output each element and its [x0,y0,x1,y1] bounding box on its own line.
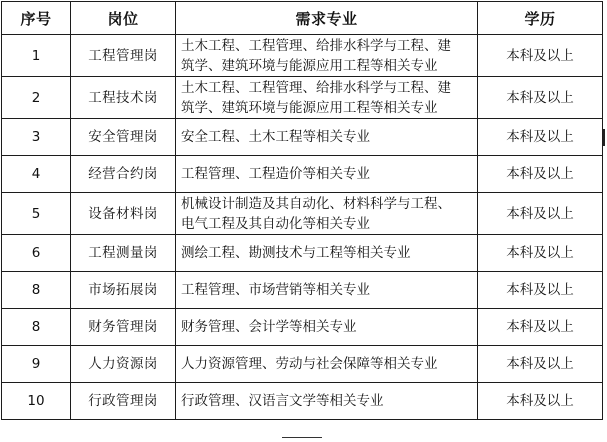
cell-major [176,346,478,383]
table-row [2,156,603,193]
major-text: 安全工程、土木工程等相关专业 [181,129,370,145]
cell-education: 本科及以上 [478,35,603,77]
cell-major [176,383,478,420]
cell-major [176,235,478,272]
cell-major [176,272,478,309]
table-row [2,383,603,420]
cell-position: 市场拓展岗 [71,272,176,309]
table-row [2,35,603,77]
cell-no: 1 [2,35,71,77]
cell-position: 工程测量岗 [71,235,176,272]
major-text: 工程管理、市场营销等相关专业 [181,282,370,298]
cell-education: 本科及以上 [478,235,603,272]
cell-no: 6 [2,235,71,272]
cell-major [176,309,478,346]
cell-education: 本科及以上 [478,119,603,156]
table-row [2,346,603,383]
cell-no: 9 [2,346,71,383]
cell-no: 10 [2,383,71,420]
cell-major [176,156,478,193]
major-text: 测绘工程、勘测技术与工程等相关专业 [181,245,411,261]
table-row [2,309,603,346]
cell-major [176,119,478,156]
cell-no: 5 [2,193,71,235]
cell-major [176,193,478,235]
cell-position: 行政管理岗 [71,383,176,420]
job-requirements-table [1,1,603,420]
cell-no: 2 [2,77,71,119]
cell-position: 工程技术岗 [71,77,176,119]
header-major: 需求专业 [176,2,478,35]
major-text: 人力资源管理、劳动与社会保障等相关专业 [181,356,438,372]
header-position: 岗位 [71,2,176,35]
major-text: 筑学、建筑环境与能源应用工程等相关专业 [181,57,438,74]
cell-education: 本科及以上 [478,272,603,309]
table-row [2,193,603,235]
cell-position: 安全管理岗 [71,119,176,156]
header-education: 学历 [478,2,603,35]
cell-education: 本科及以上 [478,77,603,119]
cell-no: 4 [2,156,71,193]
page-edge-mark [603,129,605,146]
cell-no: 8 [2,309,71,346]
table-row [2,119,603,156]
table-row [2,272,603,309]
cell-education: 本科及以上 [478,156,603,193]
cell-major [176,77,478,119]
cell-position: 经营合约岗 [71,156,176,193]
cell-position: 工程管理岗 [71,35,176,77]
cell-no: 8 [2,272,71,309]
table-row [2,235,603,272]
major-text: 筑学、建筑环境与能源应用工程等相关专业 [181,99,438,116]
major-text: 机械设计制造及其自动化、材料科学与工程、 [181,195,451,212]
cell-education: 本科及以上 [478,193,603,235]
cell-education: 本科及以上 [478,309,603,346]
major-text: 财务管理、会计学等相关专业 [181,319,357,335]
table-row [2,77,603,119]
major-text: 土木工程、工程管理、给排水科学与工程、建 [181,37,451,54]
header-no: 序号 [2,2,71,35]
cell-major [176,35,478,77]
cell-position: 设备材料岗 [71,193,176,235]
major-text: 行政管理、汉语言文学等相关专业 [181,393,384,409]
cell-education: 本科及以上 [478,383,603,420]
page-cutoff-mark [282,437,322,441]
major-text: 土木工程、工程管理、给排水科学与工程、建 [181,79,451,96]
cell-position: 人力资源岗 [71,346,176,383]
cell-education: 本科及以上 [478,346,603,383]
cell-position: 财务管理岗 [71,309,176,346]
major-text: 工程管理、工程造价等相关专业 [181,166,370,182]
table-header-row [2,2,603,35]
major-text: 电气工程及其自动化等相关专业 [181,215,370,232]
cell-no: 3 [2,119,71,156]
